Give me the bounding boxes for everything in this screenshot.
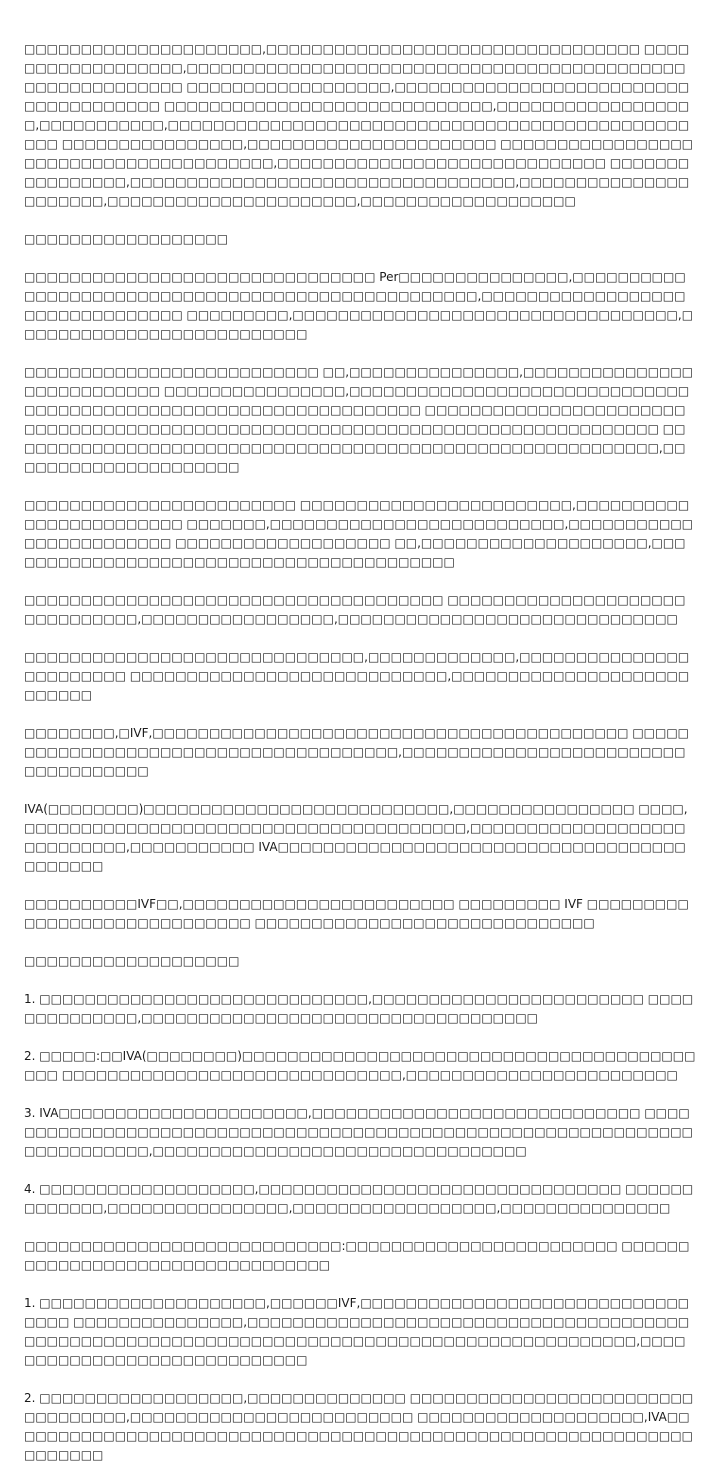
body-paragraph: IVA(□□□□□□□□)□□□□□□□□□□□□□□□□□□□□□□□□□□□,□□□□□□□□□□□□□□□□ □□□□,□□□□□□□□□□□□□□□□□□□□□□□□□□□□□□□□□□□□□□□,□□□□□□□□□□□□□□□□□□□□□□□□□□□□,□□□□□□□□□□□ IVA□□□□□□□□□□□□□□□□□□□□□□□□□□□□□□□□□□□□□□□□□□□ [24,802,688,873]
section-heading: □□□□□□□□□□□□□□□□□□□ [24,954,240,968]
body-paragraph: □□□□□□□□□□□□□□□□□□□□□□□□□□ □□,□□□□□□□□□□□□□□□,□□□□□□□□□□□□□□□□□□□□□□□□□□□ □□□□□□□□□□□□□□□□,□□□□□□□□□□□□□□□□□□□□□□□□□□□□□□□□□□□□□□□□□□□□□□□□□□□□□□□□□□□□□□□□□ □□□□□□□□□□□□□□□□□□□□□□□□□□□□□□□□□□□□□□□□□□□□□□□□□□□□□□□□□□□□□□□□□□□□□□□□□□□□□□□ □□□□□□□□□□□□□□□□□□□□□□□□□□□□□□□□□□□□□□□□□□□□□□□□□□□□□□□□□□,□□□□□□□□□□□□□□□□□□□□□ [24,365,694,474]
body-paragraph: □□□□□□□□□□□□□□□□□□□□□□□□□□□□□□□ Per□□□□□□□□□□□□□□□,□□□□□□□□□□□□□□□□□□□□□□□□□□□□□□□□□□□□□□□□□□□□□□□□□□,□□□□□□□□□□□□□□□□□□□□□□□□□□□□□□□□ □□□□□□□□□,□□□□□□□□□□□□□□□□□□□□□□□□□□□□□□□□□□,□□□□□□□□□□□□□□□□□□□□□□□□□□ [24,270,694,341]
body-paragraph: □□□□□□□□□□□□□□□□□□□□□,□□□□□□□□□□□□□□□□□□□□□□□□□□□□□□□□□ □□□□□□□□□□□□□□□□□□,□□□□□□□□□□□□□□□□□□□□□□□□□□□□□□□□□□□□□□□□□□□□□□□□□□□□□□□□□□ □□□□□□□□□□□□□□□□□□,□□□□□□□□□□□□□□□□□□□□□□□□□□□□□□□□□□□□□□ □□□□□□□□□□□□□□□□□□□□□□□□□□□□□,□□□□□□□□□□□□□□□□□□,□□□□□□□□□□□,□□□□□□□□□□□□□□□□□□□□□□□□□□□□□□□□□□□□□□□□□□□□□□□□□ □□□□□□□□□□□□□□□□,□□□□□□□□□□□□□□□□□□□□□□ □□□□□□□□□□□□□□□□□□□□□□□□□□□□□□□□□□□□□□□,□□□□□□□□□□□□□□□□□□□□□□□□□□□□□ □□□□□□□□□□□□□□□□,□□□□□□□□□□□□□□□□□□□□□□□□□□□□□□□□□□,□□□□□□□□□□□□□□□□□□□□□□,□□□□□□□□□□□□□□□□□□□□□□,□□□□□□□□□□□□□□□□□□□ [24,42,694,208]
list-item: 1. □□□□□□□□□□□□□□□□□□□□,□□□□□□IVF,□□□□□□□□□□□□□□□□□□□□□□□□□□□□□□□□□ □□□□□□□□□□□□□□□,□□□□□□□□□□□□□□□□□□□□□□□□□□□□□□□□□□□□□□□□□□□□□□□□□□□□□□□□□□□□□□□□□□□□□□□□□□□□□□□□□□□□□□□□□□□□□,□□□□□□□□□□□□□□□□□□□□□□□□□□□□□ [24,1296,690,1367]
body-paragraph: □□□□□□□□□□□□□□□□□□□□□□□□□□□□□□,□□□□□□□□□□□□□,□□□□□□□□□□□□□□□□□□□□□□□□ □□□□□□□□□□□□□□□□□□□□□□□□□□□□,□□□□□□□□□□□□□□□□□□□□□□□□□□□ [24,650,690,702]
list-item: 1. □□□□□□□□□□□□□□□□□□□□□□□□□□□□□,□□□□□□□□□□□□□□□□□□□□□□□□ □□□□□□□□□□□□□□,□□□□□□□□□□□□□□□□□□□□□□□□□□□□□□□□□□□ [24,992,694,1025]
list-item: 3. IVA□□□□□□□□□□□□□□□□□□□□□□,□□□□□□□□□□□□□□□□□□□□□□□□□□□□□ □□□□□□□□□□□□□□□□□□□□□□□□□□□□□□□□□□□□□□□□□□□□□□□□□□□□□□□□□□□□□□□□□□□□□□□□□□,□□□□□□□□□□□□□□□□□□□□□□□□□□□□□□□□□ [24,1106,693,1158]
body-paragraph: □□□□□□□□,□IVF,□□□□□□□□□□□□□□□□□□□□□□□□□□□□□□□□□□□□□□□□□□ □□□□□□□□□□□□□□□□□□□□□□□□□□□□□□□□□□□□□□,□□□□□□□□□□□□□□□□□□□□□□□□□□□□□□□□□□□□ [24,726,690,778]
list-item: 2. □□□□□□□□□□□□□□□□□□,□□□□□□□□□□□□□□ □□□□□□□□□□□□□□□□□□□□□□□□□□□□□□□□□□,□□□□□□□□□□□□□□□□□□□□□□□□□ □□□□□□□□□□□□□□□□□□□□,IVA□□□□□□□□□□□□□□□□□□□□□□□□□□□□□□□□□□□□□□□□□□□□□□□□□□□□□□□□□□□□□□□□□□□□ [24,1391,694,1462]
body-paragraph: □□□□□□□□□□IVF□□,□□□□□□□□□□□□□□□□□□□□□□□□ □□□□□□□□□ IVF □□□□□□□□□□□□□□□□□□□□□□□□□□□□□ □□□□□□□□□□□□□□□□□□□□□□□□□□□□□□ [24,897,689,930]
section-heading: □□□□□□□□□□□□□□□□□□ [24,232,229,246]
body-paragraph: □□□□□□□□□□□□□□□□□□□□□□□□ □□□□□□□□□□□□□□□□□□□□□□□□,□□□□□□□□□□□□□□□□□□□□□□□□ □□□□□□□,□□□□□□□□□□□□□□□□□□□□□□□□□□,□□□□□□□□□□□□□□□□□□□□□□□□ □□□□□□□□□□□□□□□□□□□ □□,□□□□□□□□□□□□□□□□□□□□,□□□□□□□□□□□□□□□□□□□□□□□□□□□□□□□□□□□□□□□□□ [24,498,694,569]
list-item: 4. □□□□□□□□□□□□□□□□□□□,□□□□□□□□□□□□□□□□□□□□□□□□□□□□□□□□ □□□□□□□□□□□□□,□□□□□□□□□□□□□□□□,□□□□□□□□□□□□□□□□□□,□□□□□□□□□□□□□□□ [24,1182,694,1215]
list-item: 2. □□□□□:□□IVA(□□□□□□□□)□□□□□□□□□□□□□□□□□□□□□□□□□□□□□□□□□□□□□□□□□□□ □□□□□□□□□□□□□□□□□□□□□□□□□□□□□□,□□□□□□□□□□□□□□□□□□□□□□□□ [24,1049,696,1082]
section-heading: □□□□□□□□□□□□□□□□□□□□□□□□□□□□:□□□□□□□□□□□□□□□□□□□□□□□□ □□□□□□□□□□□□□□□□□□□□□□□□□□□□□□□□□ [24,1239,690,1272]
body-paragraph: □□□□□□□□□□□□□□□□□□□□□□□□□□□□□□□□□□□□□ □□□□□□□□□□□□□□□□□□□□□□□□□□□□□□□,□□□□□□□□□□□□□□□□□,□□□□□□□□□□□□□□□□□□□□□□□□□□□□□□ [24,593,686,626]
